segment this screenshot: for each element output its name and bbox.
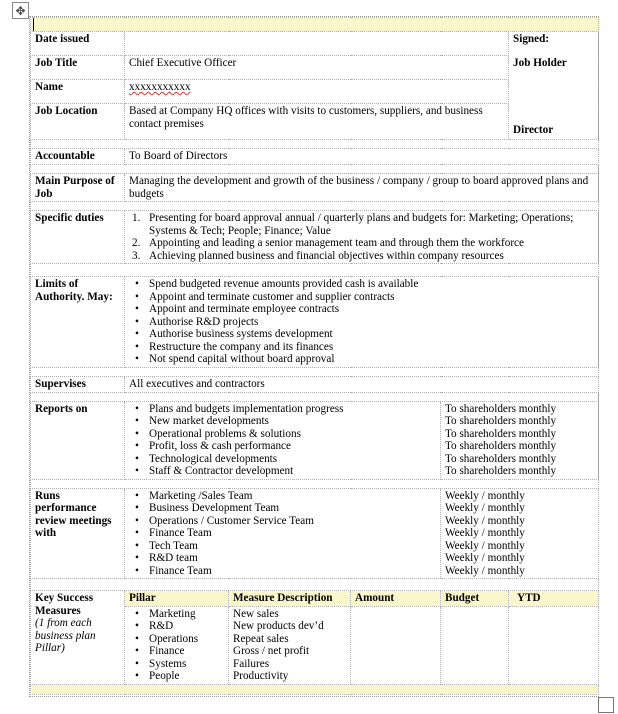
ksm-header-budget: Budget — [441, 591, 509, 607]
limit-item: • Authorise business systems development — [129, 328, 594, 341]
ksm-pillar: • Marketing — [129, 608, 224, 621]
report-item: • Staff & Contractor development — [129, 465, 436, 478]
ksm-pillar: • R&D — [129, 620, 224, 633]
runs-meetings-label: Runs performance review meetings with — [31, 488, 125, 579]
top-empty-row — [31, 18, 599, 32]
main-purpose-label: Main Purpose of Job — [31, 174, 125, 202]
reports-on-label: Reports on — [31, 401, 125, 479]
row-date-issued — [31, 32, 599, 56]
meeting-frequency: Weekly / monthly — [445, 564, 525, 577]
meeting-frequency: Weekly / monthly — [445, 514, 525, 527]
ksm-ytd-cell[interactable] — [509, 606, 599, 684]
table-resize-handle[interactable] — [598, 697, 614, 713]
row-accountable — [31, 149, 599, 165]
date-issued-label: Date issued — [31, 32, 125, 56]
row-job-title — [31, 56, 599, 80]
duty-item: 3. Achieving planned business and financial objectives within company resources — [132, 249, 504, 262]
meeting-frequency: Weekly / monthly — [445, 527, 525, 539]
ksm-note: (1 from each business plan Pillar) — [35, 617, 96, 654]
supervises-label: Supervises — [31, 376, 125, 392]
reports-on-recipients[interactable] — [441, 401, 599, 479]
report-recipient: To shareholders monthly — [445, 427, 557, 440]
ksm-measures[interactable] — [229, 606, 351, 684]
meeting-frequency: Weekly / monthly — [445, 539, 525, 552]
report-recipient: To shareholders monthly — [445, 415, 557, 427]
ksm-pillar: • Systems — [129, 658, 224, 671]
director-label: Director — [509, 104, 599, 140]
duty-item: 2. Appointing and leading a senior management team and through them the workforce — [132, 237, 524, 249]
meeting-item: • Marketing /Sales Team — [129, 490, 436, 503]
report-item: • New market developments — [129, 415, 436, 428]
limit-item: • Appoint and terminate customer and supplier contracts — [129, 291, 594, 304]
key-success-measures-cell — [31, 591, 125, 685]
ksm-measure: New sales — [233, 607, 279, 620]
job-title-value[interactable]: Chief Executive Officer — [125, 56, 509, 80]
ksm-budget-cell[interactable] — [441, 606, 509, 684]
report-recipient: To shareholders monthly — [445, 402, 557, 415]
limit-item: • Appoint and terminate employee contracts — [129, 303, 594, 316]
meeting-item: • Tech Team — [129, 540, 436, 553]
ksm-pillar: • Finance — [129, 645, 224, 658]
date-issued-value[interactable] — [125, 32, 509, 56]
accountable-label: Accountable — [31, 149, 125, 165]
row-job-location — [31, 104, 599, 140]
ksm-header-amount: Amount — [351, 591, 441, 607]
ksm-title: Key Success Measures — [35, 592, 94, 617]
report-item: • Plans and budgets implementation progress — [129, 403, 436, 416]
report-item: • Profit, loss & cash performance — [129, 440, 436, 453]
meeting-frequency: Weekly / monthly — [445, 489, 525, 502]
ksm-pillars[interactable] — [125, 606, 229, 684]
limit-item: • Restructure the company and its finances — [129, 341, 594, 354]
move-table-handle[interactable] — [12, 2, 29, 19]
bottom-empty-row — [31, 684, 599, 694]
meeting-item: • R&D team — [129, 552, 436, 565]
name-value: xxxxxxxxxxx — [129, 81, 191, 93]
row-ksm-header — [31, 591, 599, 607]
limit-item: • Not spend capital without board approval — [129, 353, 594, 366]
ksm-measure: Failures — [233, 657, 270, 670]
move-arrows-icon: ✥ — [15, 3, 26, 18]
meeting-frequency: Weekly / monthly — [445, 502, 525, 514]
ksm-measure: New products dev’d — [233, 620, 324, 632]
ksm-measure: Gross / net profit — [233, 645, 310, 657]
main-purpose-value[interactable]: Managing the development and growth of the business / company / group to board approved plans and budgets — [125, 174, 599, 202]
specific-duties-list[interactable] — [125, 211, 599, 264]
row-limits — [31, 277, 599, 368]
row-meetings — [31, 488, 599, 579]
ksm-measure: Productivity — [233, 670, 289, 682]
text-cursor — [33, 18, 34, 31]
report-item: • Technological developments — [129, 453, 436, 466]
job-title-label: Job Title — [31, 56, 125, 80]
row-specific-duties — [31, 211, 599, 264]
specific-duties-label: Specific duties — [31, 211, 125, 264]
meeting-item: • Finance Team — [129, 527, 436, 540]
ksm-header-ytd: YTD — [509, 591, 599, 607]
row-main-purpose — [31, 174, 599, 202]
row-supervises — [31, 376, 599, 392]
report-recipient: To shareholders monthly — [445, 440, 557, 452]
ksm-header-measure: Measure Description — [229, 591, 351, 607]
reports-on-list[interactable] — [125, 401, 441, 479]
ksm-measure: Repeat sales — [233, 632, 289, 645]
ksm-pillar: • Operations — [129, 633, 224, 646]
meeting-frequency: Weekly / monthly — [445, 552, 525, 564]
accountable-value[interactable]: To Board of Directors — [125, 149, 599, 165]
duty-item: 1. Presenting for board approval annual / quarterly plans and budgets for: Marketing; Operations; Systems & Tech; People; Finance; Value — [132, 212, 574, 237]
name-label: Name — [31, 80, 125, 104]
job-location-label: Job Location — [31, 104, 125, 140]
report-item: • Operational problems & solutions — [129, 428, 436, 441]
job-location-value[interactable]: Based at Company HQ offices with visits to customers, suppliers, and business contact premises — [125, 104, 509, 140]
meeting-item: • Operations / Customer Service Team — [129, 515, 436, 528]
limit-item: • Authorise R&D projects — [129, 316, 594, 329]
limit-item: • Spend budgeted revenue amounts provided cash is available — [129, 278, 594, 291]
job-description-document — [29, 16, 599, 697]
job-holder-label: Job Holder — [509, 56, 599, 80]
report-recipient: To shareholders monthly — [445, 465, 557, 477]
limits-label: Limits of Authority. May: — [31, 277, 125, 368]
report-recipient: To shareholders monthly — [445, 452, 557, 465]
limits-list[interactable] — [125, 277, 599, 368]
row-name — [31, 80, 599, 104]
ksm-pillar: • People — [129, 670, 224, 683]
meeting-item: • Business Development Team — [129, 502, 436, 515]
meetings-list[interactable] — [125, 488, 441, 579]
meetings-frequency[interactable] — [441, 488, 599, 579]
meeting-item: • Finance Team — [129, 565, 436, 578]
job-description-table — [30, 17, 599, 695]
supervises-value[interactable]: All executives and contractors — [125, 376, 599, 392]
ksm-amount-cell[interactable] — [351, 606, 441, 684]
row-reports-on — [31, 401, 599, 479]
signed-label: Signed: — [509, 32, 599, 56]
ksm-header-pillar: Pillar — [125, 591, 229, 607]
